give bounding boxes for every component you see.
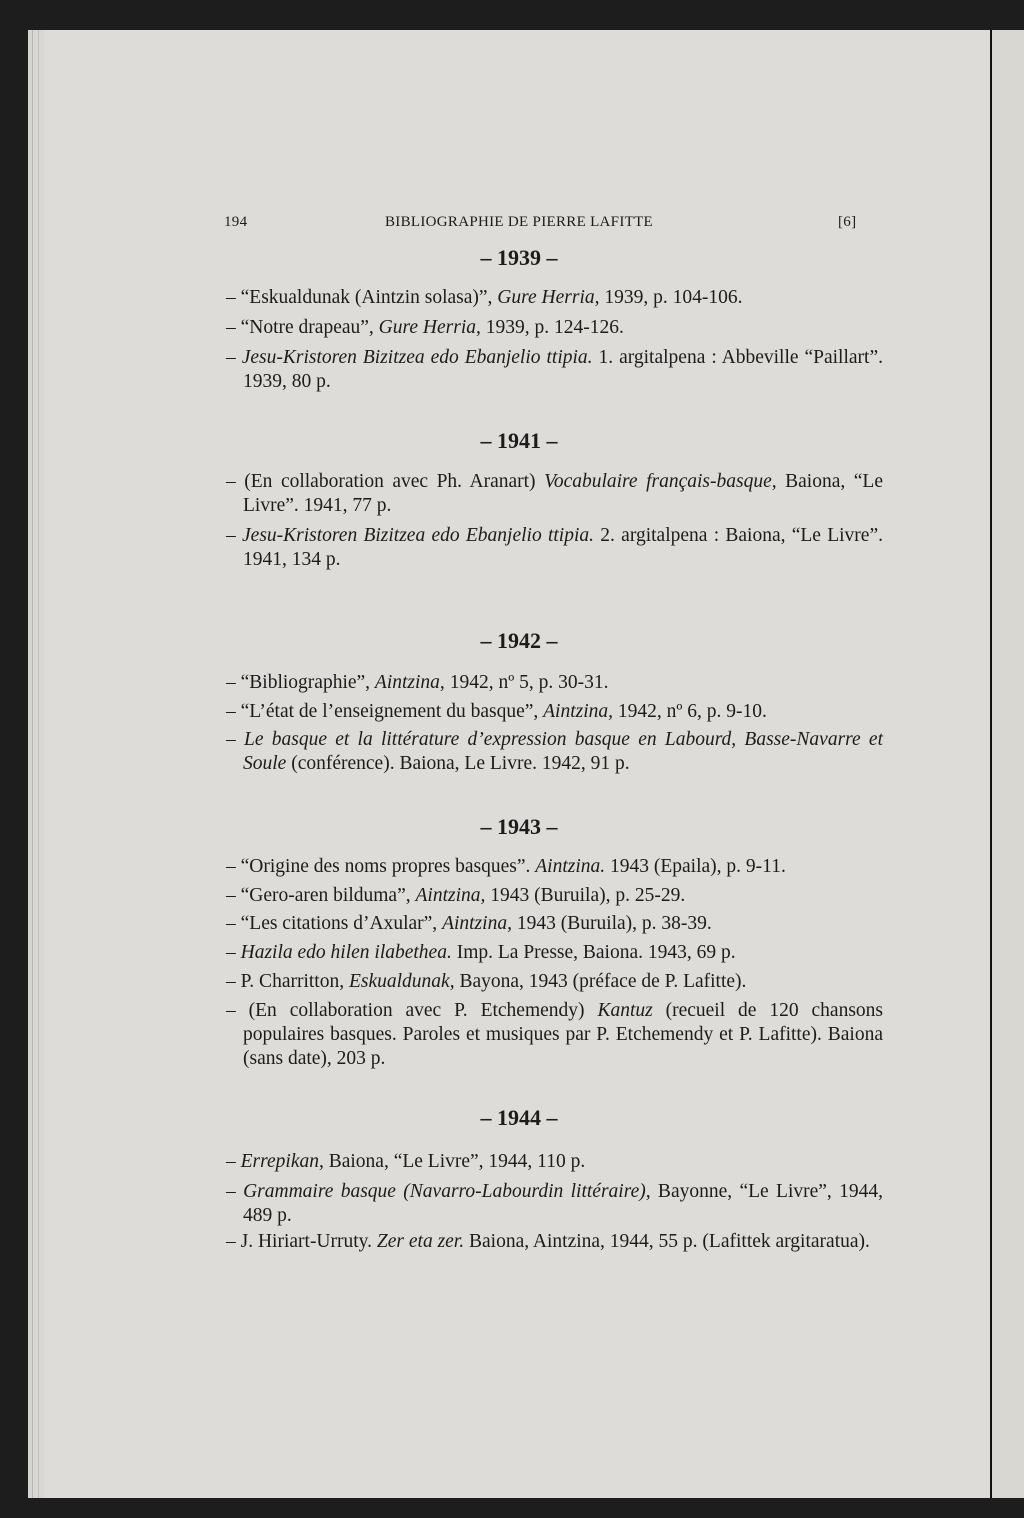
bibliography-entry: – Errepikan, Baiona, “Le Livre”, 1944, 110 p. (226, 1151, 586, 1172)
page-header (44, 214, 994, 240)
book-page (44, 30, 994, 1498)
section-reference: [6] (838, 214, 857, 230)
year-heading-1944: – 1944 – (480, 1105, 558, 1130)
year-heading-1942: – 1942 – (480, 628, 558, 653)
facing-page-edge (990, 30, 1024, 1498)
bibliography-entry: – Jesu-Kristoren Bizitzea edo Ebanjelio ttipia. 2. argitalpena : Baiona, “Le Livre”. 1941, 134 p. (226, 525, 883, 570)
bibliography-entry: – “Eskualdunak (Aintzin solasa)”, Gure Herria, 1939, p. 104-106. (226, 287, 743, 308)
bibliography-entry: – Jesu-Kristoren Bizitzea edo Ebanjelio ttipia. 1. argitalpena : Abbeville “Paillart”. 1939, 80 p. (226, 347, 883, 392)
bibliography-entry: – “Notre drapeau”, Gure Herria, 1939, p. 124-126. (226, 317, 624, 338)
bibliography-entry: – (En collaboration avec Ph. Aranart) Vocabulaire français-basque, Baiona, “Le Livre”. 1941, 77 p. (226, 471, 883, 516)
bibliography-entry: – “Les citations d’Axular”, Aintzina, 1943 (Buruila), p. 38-39. (226, 913, 712, 934)
year-heading-1941: – 1941 – (480, 428, 558, 453)
bibliography-entry: – Grammaire basque (Navarro-Labourdin littéraire), Bayonne, “Le Livre”, 1944, 489 p. (226, 1181, 884, 1226)
bibliography-entry: – “L’état de l’enseignement du basque”, Aintzina, 1942, nº 6, p. 9-10. (226, 701, 767, 722)
bibliography-entry: – P. Charritton, Eskualdunak, Bayona, 1943 (préface de P. Lafitte). (226, 971, 747, 992)
running-title: BIBLIOGRAPHIE DE PIERRE LAFITTE (384, 214, 654, 230)
year-heading-1939: – 1939 – (480, 245, 558, 270)
bibliography-entry: – Hazila edo hilen ilabethea. Imp. La Presse, Baiona. 1943, 69 p. (226, 942, 736, 963)
bibliography-entry: – “Origine des noms propres basques”. Aintzina. 1943 (Epaila), p. 9-11. (226, 856, 786, 877)
page-number: 194 (224, 214, 248, 230)
bibliography-entry: – (En collaboration avec P. Etchemendy) Kantuz (recueil de 120 chansons populaires basques. Paroles et musiques par P. Etchemendy et P. Lafitte). Baiona (sans date), 203 p. (226, 1000, 883, 1069)
bibliography-entry: – “Bibliographie”, Aintzina, 1942, nº 5, p. 30-31. (226, 672, 609, 693)
year-heading-1943: – 1943 – (480, 814, 558, 839)
bibliography-entry: – “Gero-aren bilduma”, Aintzina, 1943 (Buruila), p. 25-29. (226, 885, 686, 906)
bibliography-entry: – J. Hiriart-Urruty. Zer eta zer. Baiona, Aintzina, 1944, 55 p. (Lafittek argitaratua). (226, 1231, 870, 1252)
bibliography-entry: – Le basque et la littérature d’expression basque en Labourd, Basse-Navarre et Soule (conférence). Baiona, Le Livre. 1942, 91 p. (226, 729, 883, 774)
